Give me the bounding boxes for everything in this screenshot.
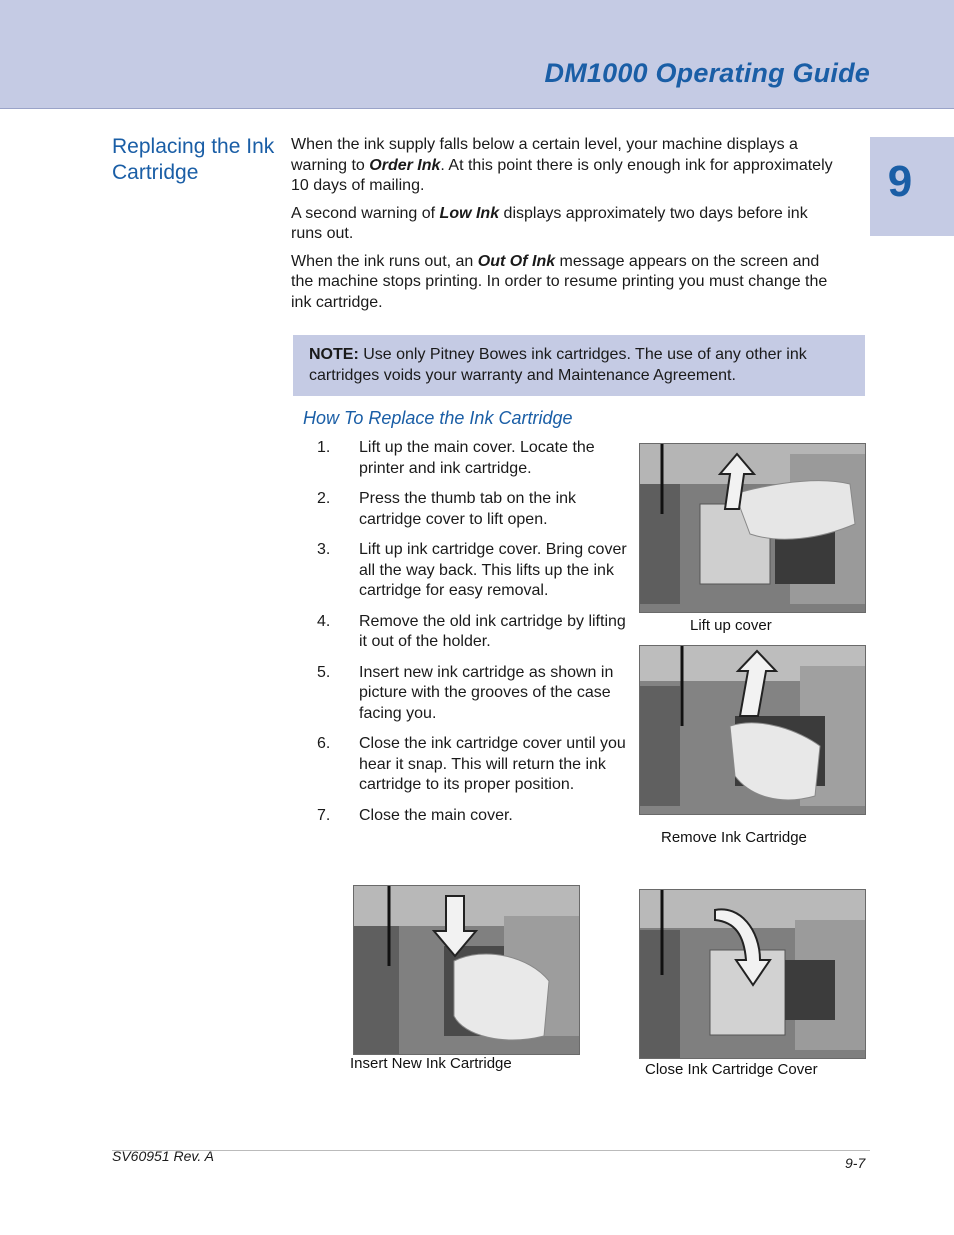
photo-insert-new-ink-cartridge bbox=[353, 885, 580, 1055]
step-item: 3. Lift up ink cartridge cover. Bring cover all the way back. This lifts up the ink cartridge for easy removal. bbox=[317, 541, 627, 599]
step-item: 2. Press the thumb tab on the ink cartridge cover to lift open. bbox=[317, 490, 577, 528]
caption-remove-ink-cartridge: Remove Ink Cartridge bbox=[661, 829, 807, 846]
note-box bbox=[293, 335, 865, 396]
section-heading: Replacing the Ink Cartridge bbox=[112, 135, 275, 184]
photo-remove-ink-cartridge bbox=[639, 645, 866, 815]
note-text: NOTE: Use only Pitney Bowes ink cartridges. The use of any other ink cartridges voids your warranty and Maintenance Agreement. bbox=[309, 346, 807, 384]
intro-paragraph-1: When the ink supply falls below a certain level, your machine displays a warning to Order Ink. At this point there is only enough ink for approximately 10 days of mailing. bbox=[291, 136, 833, 194]
chapter-tab bbox=[870, 137, 954, 236]
intro-paragraph-2: A second warning of Low Ink displays approximately two days before ink runs out. bbox=[291, 204, 808, 242]
procedure-steps bbox=[317, 438, 632, 836]
chapter-number: 9 bbox=[887, 157, 913, 206]
footer-doc-id: SV60951 Rev. A bbox=[112, 1148, 214, 1164]
intro-paragraph-3: When the ink runs out, an Out Of Ink message appears on the screen and the machine stops printing. In order to resume printing you must change the ink cartridge. bbox=[291, 252, 828, 311]
step-item: 7. Close the main cover. bbox=[317, 806, 513, 824]
procedure-heading: How To Replace the Ink Cartridge bbox=[303, 408, 573, 428]
header-band bbox=[0, 0, 954, 109]
step-item: 5. Insert new ink cartridge as shown in picture with the grooves of the case facing you. bbox=[317, 663, 614, 722]
caption-lift-up-cover: Lift up cover bbox=[690, 617, 772, 634]
step-item: 6. Close the ink cartridge cover until you hear it snap. This will return the ink cartridge to its proper position. bbox=[317, 735, 626, 793]
guide-title: DM1000 Operating Guide bbox=[544, 58, 870, 88]
photo-close-ink-cartridge-cover bbox=[639, 889, 866, 1059]
photo-lift-up-cover bbox=[639, 443, 866, 613]
footer-rule bbox=[112, 1150, 870, 1151]
caption-insert-new-ink-cartridge: Insert New Ink Cartridge bbox=[350, 1055, 512, 1072]
footer-page-number: 9-7 bbox=[845, 1155, 866, 1171]
caption-close-ink-cartridge-cover: Close Ink Cartridge Cover bbox=[645, 1061, 818, 1078]
intro-text bbox=[291, 135, 836, 320]
step-item: 4. Remove the old ink cartridge by lifting it out of the holder. bbox=[317, 612, 626, 650]
step-item: 1. Lift up the main cover. Locate the printer and ink cartridge. bbox=[317, 439, 595, 477]
